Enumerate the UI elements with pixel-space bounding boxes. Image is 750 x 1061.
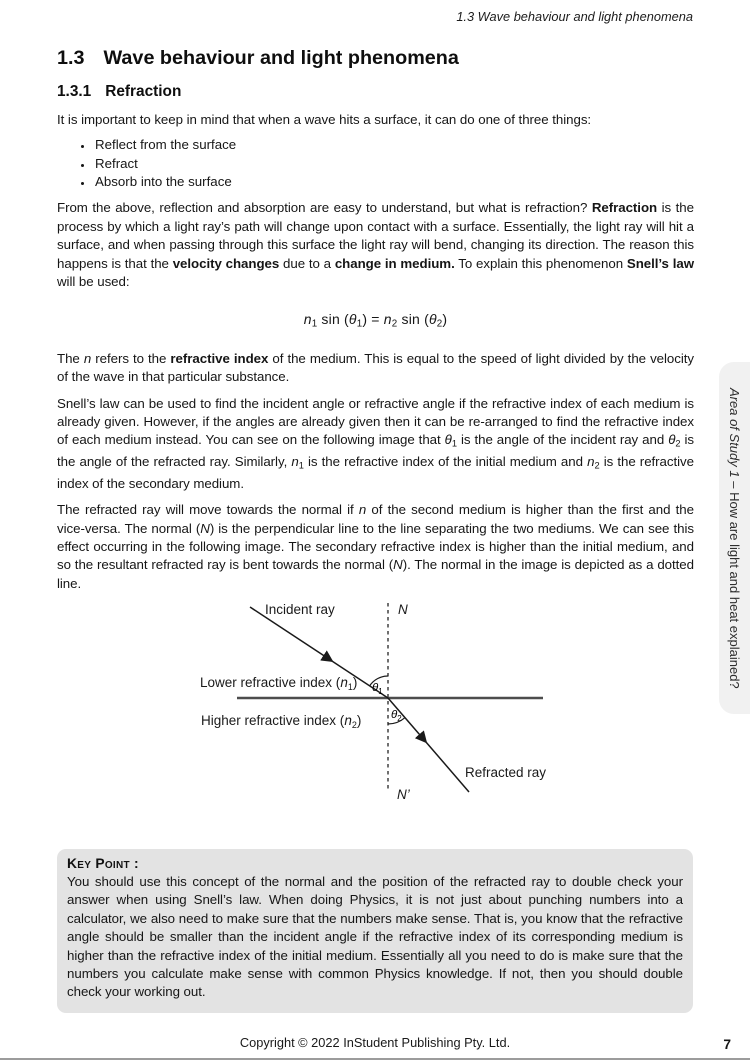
refraction-diagram-svg [180, 593, 580, 813]
theta1-label: θ1 [372, 682, 383, 696]
incident-ray-label: Incident ray [265, 602, 335, 617]
section-number: 1.3 [57, 47, 85, 69]
list-item: • Reflect from the surface [93, 136, 694, 154]
section-title: Wave behaviour and light phenomena [103, 47, 459, 69]
refracted-ray-line [424, 740, 469, 792]
key-point-body: You should use this concept of the normal and the position of the refracted ray to double check your answer when using Snell’s law. When doing Physics, it is not just about punching numbers into a calculator, we also need to make sure that the numbers make sense. That is, you know that the refractive angle should be smaller than the incident angle if the refractive index of its corresponding medium is higher than the refractive index of the initial medium. Essentially all you need to do is make sure that the numbers you calculate make sense with common Physics knowledge. If not, then you should double check your working out. [67, 874, 683, 1000]
subsection-number: 1.3.1 [57, 83, 92, 100]
section-heading [57, 47, 694, 70]
list-item: • Refract [93, 155, 694, 173]
area-of-study-side-tab [719, 362, 750, 714]
running-header: 1.3 Wave behaviour and light phenomena [456, 9, 693, 24]
paragraph-snells-law-usage: Snell’s law can be used to find the incident angle or refractive angle if the refractive index of each medium is already given. However, if the angles are already given then it can be re-arranged to find the refractive index of each medium instead. You can see on the following image that $\theta_1$ is the angle of the incident ray and $\theta_2$ is the angle of the refracted ray. Similarly, $n_1$ is the refractive index of the initial medium and $n_2$ is the refractive index of the secondary medium. [57, 395, 695, 491]
intro-paragraph: It is important to keep in mind that when a wave hits a surface, it can do one of three things: [57, 112, 592, 127]
snells-law-equation: $n_1$ $\sin (\theta_1) = n_2$ $\sin (\theta_2)$ [303, 311, 448, 330]
side-tab-label: How are light and heat explained? [727, 491, 742, 689]
subsection-heading [57, 83, 694, 101]
page-bottom-rule [0, 1058, 750, 1060]
copyright-notice: Copyright © 2022 InStudent Publishing Pty. Ltd. [239, 1035, 511, 1050]
normal-top-label: N [398, 602, 408, 617]
list-item: • Absorb into the surface [93, 173, 694, 191]
subsection-title: Refraction [105, 83, 182, 100]
higher-medium-label: Higher refractive index $(n_2)$ [201, 713, 362, 730]
key-point-heading: Key Point : [67, 856, 139, 871]
page-content [57, 0, 694, 593]
paragraph-refraction-definition: From the above, reflection and absorption are easy to understand, but what is refraction? Refraction is the process by which a light ray’s path will change upon contact with a surface. Essentially, the light ray will hit a surface, and when passing through this surface the light ray will bend, changing its direction. The reason this happens is that the velocity changes due to a change in medium. To explain this phenomenon Snell’s law will be used: [57, 200, 694, 289]
paragraph-refractive-index: The n refers to the refractive index of the medium. This is equal to the speed of light divided by the velocity of the wave in that particular substance. [57, 350, 695, 385]
key-point-box [57, 849, 693, 1013]
side-tab-label-italic: Area of Study 1 – [727, 387, 742, 492]
lower-medium-label: Lower refractive index $(n_1)$ [200, 675, 358, 692]
refraction-diagram [180, 593, 580, 813]
bullet-list [76, 136, 694, 191]
theta2-label: θ2 [391, 709, 402, 723]
normal-bottom-label: N’ [397, 787, 410, 802]
paragraph-normal-behaviour: The refracted ray will move towards the normal if n of the second medium is higher than the first and the vice-versa. The normal (N) is the perpendicular line to the line separating the two mediums. We can see this effect occurring in the following image. The secondary refractive index is higher than the initial medium, and so the resultant refracted ray is bent towards the normal (N). The normal in the image is depicted as a dotted line. [57, 502, 694, 591]
page-number: 7 [723, 1037, 731, 1052]
refracted-ray-label: Refracted ray [465, 765, 547, 780]
